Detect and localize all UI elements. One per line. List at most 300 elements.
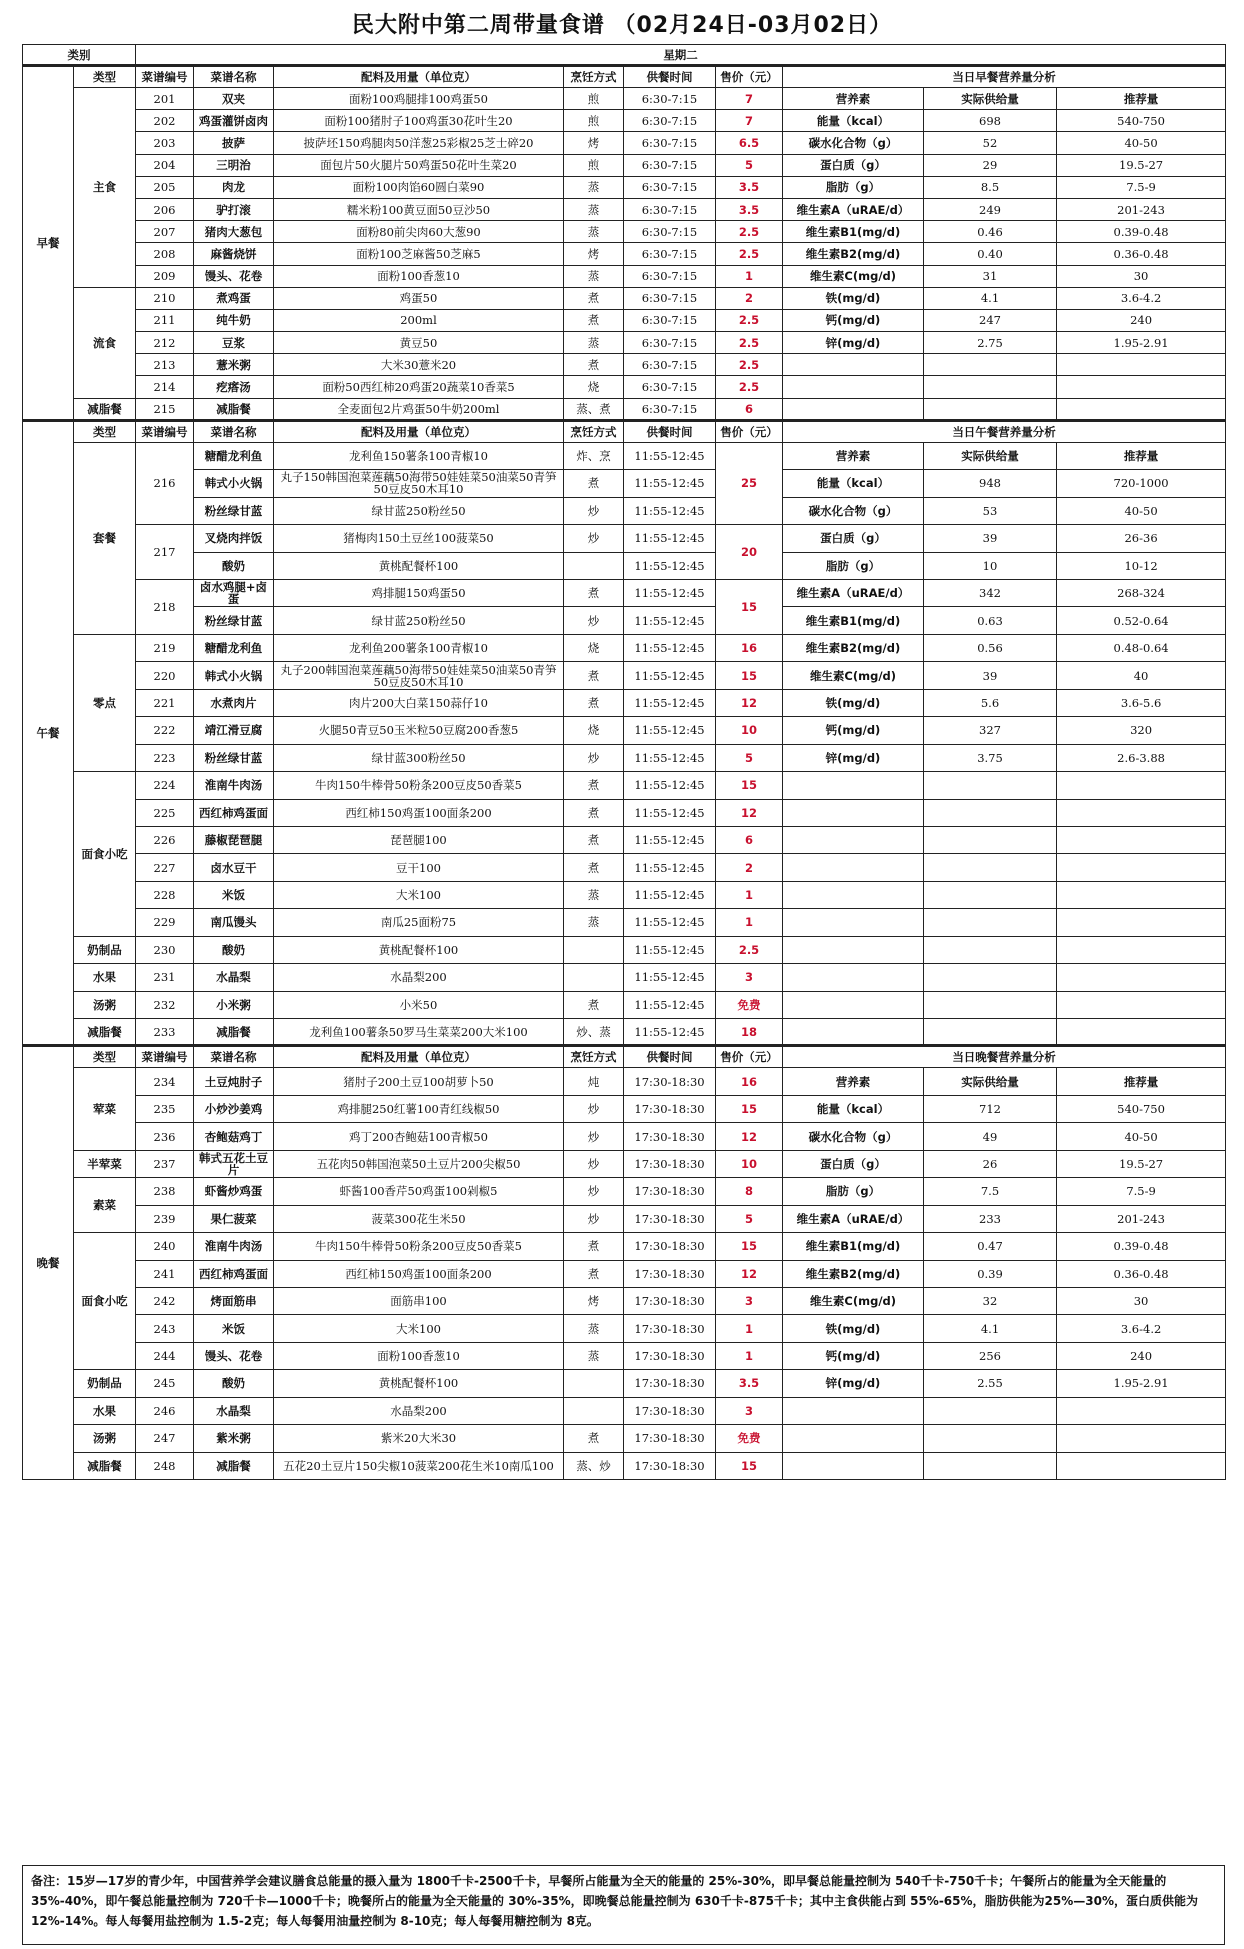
dish-code: 235 (136, 1095, 194, 1122)
dish-code: 201 (136, 88, 194, 110)
empty-cell (783, 772, 924, 799)
dish-code: 234 (136, 1068, 194, 1095)
cooking-method: 烤 (564, 132, 624, 154)
dish-ingredients: 紫米20大米30 (274, 1425, 564, 1452)
menu-item-row (23, 442, 1226, 469)
empty-cell (924, 936, 1057, 963)
analysis-title: 当日早餐营养量分析 (783, 66, 1226, 88)
cooking-method: 煎 (564, 88, 624, 110)
nutrient-name: 碳水化合物（g） (783, 132, 924, 154)
dish-price: 25 (716, 442, 783, 524)
dish-ingredients: 大米100 (274, 881, 564, 908)
dish-ingredients: 全麦面包2片鸡蛋50牛奶200ml (274, 398, 564, 420)
dish-name: 驴打滚 (194, 198, 274, 220)
nutrient-name: 维生素A（uRAE/d） (783, 1205, 924, 1232)
dish-name: 粉丝绿甘蓝 (194, 744, 274, 771)
nutrient-name: 碳水化合物（g） (783, 1123, 924, 1150)
cooking-method: 蒸 (564, 176, 624, 198)
group-type: 减脂餐 (74, 1452, 136, 1479)
method-header: 烹饪方式 (564, 1046, 624, 1068)
nutrient-actual: 0.39 (924, 1260, 1057, 1287)
cooking-method: 煮 (564, 309, 624, 331)
nutrient-recommended-header: 推荐量 (1057, 88, 1226, 110)
empty-cell (1057, 909, 1226, 936)
dish-ingredients: 西红柿150鸡蛋100面条200 (274, 799, 564, 826)
nutrient-name: 维生素B1(mg/d) (783, 607, 924, 634)
analysis-title: 当日晚餐营养量分析 (783, 1046, 1226, 1068)
menu-item-row (23, 1150, 1226, 1177)
cooking-method: 煮 (564, 1233, 624, 1260)
dish-code: 226 (136, 826, 194, 853)
type-header: 类型 (74, 420, 136, 442)
dish-name: 猪肉大葱包 (194, 221, 274, 243)
group-type: 水果 (74, 1397, 136, 1424)
dish-name: 馒头、花卷 (194, 265, 274, 287)
menu-item-row (23, 799, 1226, 826)
dish-code: 211 (136, 309, 194, 331)
menu-item-row (23, 936, 1226, 963)
empty-cell (1057, 799, 1226, 826)
dish-name: 南瓜馒头 (194, 909, 274, 936)
dish-name: 粉丝绿甘蓝 (194, 497, 274, 524)
nutrient-actual: 327 (924, 717, 1057, 744)
dish-name: 减脂餐 (194, 398, 274, 420)
nutrient-actual-header: 实际供给量 (924, 1068, 1057, 1095)
serving-time: 6:30-7:15 (624, 110, 716, 132)
menu-item-row (23, 881, 1226, 908)
dish-price: 15 (716, 1452, 783, 1479)
nutrient-actual: 4.1 (924, 287, 1057, 309)
serving-time: 17:30-18:30 (624, 1233, 716, 1260)
dish-code: 245 (136, 1370, 194, 1397)
nutrient-name: 蛋白质（g） (783, 1150, 924, 1177)
group-type: 面食小吃 (74, 772, 136, 937)
menu-item-row (23, 309, 1226, 331)
nutrient-recommended: 7.5-9 (1057, 1178, 1226, 1205)
cooking-method: 蒸 (564, 198, 624, 220)
menu-item-row (23, 497, 1226, 524)
dish-name: 韩式小火锅 (194, 470, 274, 497)
dish-name: 双夹 (194, 88, 274, 110)
time-header: 供餐时间 (624, 66, 716, 88)
dish-ingredients: 大米30薏米20 (274, 354, 564, 376)
group-type: 奶制品 (74, 1370, 136, 1397)
dish-price: 6 (716, 398, 783, 420)
nutrient-recommended: 40-50 (1057, 1123, 1226, 1150)
serving-time: 17:30-18:30 (624, 1287, 716, 1314)
menu-item-row (23, 176, 1226, 198)
nutrient-name: 锌(mg/d) (783, 744, 924, 771)
dish-price: 1 (716, 1342, 783, 1369)
dish-code: 207 (136, 221, 194, 243)
cooking-method: 煮 (564, 826, 624, 853)
dish-code: 218 (136, 580, 194, 635)
dish-code: 240 (136, 1233, 194, 1260)
menu-item-row (23, 1370, 1226, 1397)
dish-price: 2.5 (716, 354, 783, 376)
dish-name: 叉烧肉拌饭 (194, 525, 274, 552)
serving-time: 11:55-12:45 (624, 936, 716, 963)
menu-item-row (23, 909, 1226, 936)
dish-name: 虾酱炒鸡蛋 (194, 1178, 274, 1205)
dish-ingredients: 面粉100肉馅60圆白菜90 (274, 176, 564, 198)
empty-cell (783, 1425, 924, 1452)
dish-price: 16 (716, 1068, 783, 1095)
nutrient-actual: 39 (924, 525, 1057, 552)
nutrient-actual: 4.1 (924, 1315, 1057, 1342)
menu-item-row (23, 689, 1226, 716)
serving-time: 17:30-18:30 (624, 1260, 716, 1287)
serving-time: 6:30-7:15 (624, 332, 716, 354)
empty-cell (924, 1019, 1057, 1046)
nutrient-name: 蛋白质（g） (783, 525, 924, 552)
empty-cell (924, 799, 1057, 826)
meal-header-row (23, 420, 1226, 442)
nutrient-actual: 3.75 (924, 744, 1057, 771)
serving-time: 17:30-18:30 (624, 1068, 716, 1095)
nutrient-actual: 0.63 (924, 607, 1057, 634)
name-header: 菜谱名称 (194, 1046, 274, 1068)
serving-time: 11:55-12:45 (624, 772, 716, 799)
cooking-method: 蒸 (564, 332, 624, 354)
nutrient-actual: 0.40 (924, 243, 1057, 265)
menu-item-row (23, 1068, 1226, 1095)
serving-time: 6:30-7:15 (624, 176, 716, 198)
dish-code: 219 (136, 634, 194, 661)
menu-item-row (23, 525, 1226, 552)
nutrient-recommended: 0.52-0.64 (1057, 607, 1226, 634)
dish-name: 土豆炖肘子 (194, 1068, 274, 1095)
menu-item-row (23, 265, 1226, 287)
serving-time: 17:30-18:30 (624, 1370, 716, 1397)
nutrient-actual: 52 (924, 132, 1057, 154)
dish-price: 3 (716, 1397, 783, 1424)
dish-price: 2 (716, 854, 783, 881)
dish-ingredients: 面包片50火腿片50鸡蛋50花叶生菜20 (274, 154, 564, 176)
dish-code: 208 (136, 243, 194, 265)
empty-cell (783, 936, 924, 963)
menu-item-row (23, 580, 1226, 607)
dish-code: 230 (136, 936, 194, 963)
nutrient-actual: 712 (924, 1095, 1057, 1122)
dish-name: 藤椒琵琶腿 (194, 826, 274, 853)
cooking-method: 炒 (564, 497, 624, 524)
dish-ingredients: 肉片200大白菜150蒜仔10 (274, 689, 564, 716)
nutrient-name: 锌(mg/d) (783, 1370, 924, 1397)
serving-time: 17:30-18:30 (624, 1452, 716, 1479)
cooking-method: 煮 (564, 287, 624, 309)
dish-code: 220 (136, 662, 194, 689)
top-header-row (23, 45, 1226, 66)
menu-item-row (23, 154, 1226, 176)
nutrient-actual: 247 (924, 309, 1057, 331)
dish-name: 粉丝绿甘蓝 (194, 607, 274, 634)
serving-time: 11:55-12:45 (624, 964, 716, 991)
dish-name: 米饭 (194, 881, 274, 908)
cooking-method: 炒 (564, 1150, 624, 1177)
cooking-method: 煎 (564, 154, 624, 176)
dish-code: 204 (136, 154, 194, 176)
footnote: 备注：15岁—17岁的青少年，中国营养学会建议膳食总能量的摄入量为 1800千卡-2500千卡，早餐所占能量为全天的能量的 25%-30%，即早餐总能量控制为 540千卡-750千卡；午餐所占的能量为全天能量的35%-40%，即午餐总能量控制为 720千卡—1000千卡；晚餐所占的能量为全天能量的 30%-35%，即晚餐总能量控制为 630千卡-875千卡；其中主食供能占到 55%-65%，脂肪供能为25%—30%，蛋白质供能为12%-14%。每人每餐用盐控制为 1.5-2克；每人每餐用油量控制为 8-10克；每人每餐用糖控制为 8克。 (22, 1865, 1225, 1945)
serving-time: 6:30-7:15 (624, 265, 716, 287)
serving-time: 6:30-7:15 (624, 88, 716, 110)
serving-time: 6:30-7:15 (624, 354, 716, 376)
dish-price: 12 (716, 1123, 783, 1150)
nutrient-name: 维生素C(mg/d) (783, 662, 924, 689)
menu-item-row (23, 607, 1226, 634)
dish-price: 12 (716, 799, 783, 826)
nutrient-recommended: 0.36-0.48 (1057, 243, 1226, 265)
menu-item-row (23, 243, 1226, 265)
dish-code: 202 (136, 110, 194, 132)
nutrient-recommended: 19.5-27 (1057, 1150, 1226, 1177)
menu-item-row (23, 552, 1226, 579)
menu-item-row (23, 332, 1226, 354)
dish-code: 225 (136, 799, 194, 826)
empty-cell (924, 398, 1057, 420)
serving-time: 11:55-12:45 (624, 552, 716, 579)
dish-price: 7 (716, 88, 783, 110)
dish-ingredients: 面筋串100 (274, 1287, 564, 1314)
menu-item-row (23, 854, 1226, 881)
nutrient-name: 维生素B1(mg/d) (783, 221, 924, 243)
dish-ingredients: 水晶梨200 (274, 964, 564, 991)
page-title: 民大附中第二周带量食谱 （02月24日-03月02日） (351, 13, 893, 38)
dish-ingredients: 大米100 (274, 1315, 564, 1342)
nutrient-recommended: 3.6-5.6 (1057, 689, 1226, 716)
nutrient-recommended: 26-36 (1057, 525, 1226, 552)
nutrient-recommended: 19.5-27 (1057, 154, 1226, 176)
dish-name: 烤面筋串 (194, 1287, 274, 1314)
empty-cell (924, 964, 1057, 991)
dish-code: 224 (136, 772, 194, 799)
nutrient-name: 铁(mg/d) (783, 1315, 924, 1342)
nutrient-recommended: 30 (1057, 265, 1226, 287)
nutrient-name: 维生素C(mg/d) (783, 1287, 924, 1314)
dish-price: 12 (716, 689, 783, 716)
empty-cell (783, 1019, 924, 1046)
serving-time: 11:55-12:45 (624, 525, 716, 552)
cooking-method: 蒸 (564, 1342, 624, 1369)
nutrient-actual: 32 (924, 1287, 1057, 1314)
dish-ingredients: 黄桃配餐杯100 (274, 936, 564, 963)
serving-time: 11:55-12:45 (624, 470, 716, 497)
group-type: 减脂餐 (74, 1019, 136, 1046)
nutrient-actual-header: 实际供给量 (924, 88, 1057, 110)
dish-ingredients: 龙利鱼150薯条100青椒10 (274, 442, 564, 469)
dish-ingredients: 披萨坯150鸡腿肉50洋葱25彩椒25芝士碎20 (274, 132, 564, 154)
empty-cell (783, 854, 924, 881)
serving-time: 11:55-12:45 (624, 580, 716, 607)
empty-cell (924, 909, 1057, 936)
dish-code: 248 (136, 1452, 194, 1479)
group-type: 半荤菜 (74, 1150, 136, 1177)
serving-time: 17:30-18:30 (624, 1150, 716, 1177)
dish-price: 15 (716, 1233, 783, 1260)
dish-ingredients: 丸子150韩国泡菜莲藕50海带50娃娃菜50油菜50青笋50豆皮50木耳10 (274, 470, 564, 497)
dish-code: 243 (136, 1315, 194, 1342)
menu-item-row (23, 1260, 1226, 1287)
dish-price: 6.5 (716, 132, 783, 154)
cooking-method: 蒸、煮 (564, 398, 624, 420)
dish-name: 三明治 (194, 154, 274, 176)
name-header: 菜谱名称 (194, 420, 274, 442)
cooking-method: 煮 (564, 799, 624, 826)
nutrient-recommended: 240 (1057, 1342, 1226, 1369)
nutrient-recommended: 268-324 (1057, 580, 1226, 607)
cooking-method: 炒 (564, 1178, 624, 1205)
time-header: 供餐时间 (624, 1046, 716, 1068)
serving-time: 11:55-12:45 (624, 662, 716, 689)
name-header: 菜谱名称 (194, 66, 274, 88)
dish-code: 247 (136, 1425, 194, 1452)
dish-code: 239 (136, 1205, 194, 1232)
nutrient-recommended: 1.95-2.91 (1057, 1370, 1226, 1397)
dish-name: 卤水豆干 (194, 854, 274, 881)
dish-price: 1 (716, 909, 783, 936)
dish-ingredients: 牛肉150牛棒骨50粉条200豆皮50香菜5 (274, 1233, 564, 1260)
group-type: 面食小吃 (74, 1233, 136, 1370)
dish-price: 2 (716, 287, 783, 309)
menu-item-row (23, 1342, 1226, 1369)
dish-name: 水煮肉片 (194, 689, 274, 716)
nutrient-actual: 233 (924, 1205, 1057, 1232)
dish-price: 1 (716, 1315, 783, 1342)
dish-name: 淮南牛肉汤 (194, 772, 274, 799)
nutrient-name: 铁(mg/d) (783, 287, 924, 309)
dish-name: 韩式小火锅 (194, 662, 274, 689)
nutrient-recommended: 540-750 (1057, 1095, 1226, 1122)
dish-ingredients: 鸡排腿250红薯100青红线椒50 (274, 1095, 564, 1122)
empty-cell (1057, 826, 1226, 853)
nutrient-name: 能量（kcal） (783, 1095, 924, 1122)
menu-item-row (23, 287, 1226, 309)
group-type: 奶制品 (74, 936, 136, 963)
empty-cell (924, 1397, 1057, 1424)
group-type: 主食 (74, 88, 136, 288)
dish-name: 糖醋龙利鱼 (194, 634, 274, 661)
serving-time: 11:55-12:45 (624, 634, 716, 661)
dish-code: 244 (136, 1342, 194, 1369)
nutrient-actual: 39 (924, 662, 1057, 689)
nutrient-name: 铁(mg/d) (783, 689, 924, 716)
dish-ingredients: 五花肉50韩国泡菜50土豆片200尖椒50 (274, 1150, 564, 1177)
dish-price: 5 (716, 744, 783, 771)
dish-price: 1 (716, 881, 783, 908)
serving-time: 17:30-18:30 (624, 1342, 716, 1369)
dish-code: 203 (136, 132, 194, 154)
cooking-method: 煮 (564, 470, 624, 497)
menu-item-row (23, 662, 1226, 689)
dish-price: 3.5 (716, 1370, 783, 1397)
cooking-method: 煮 (564, 662, 624, 689)
nutrient-recommended: 720-1000 (1057, 470, 1226, 497)
ingredients-header: 配料及用量（单位克） (274, 420, 564, 442)
dish-code: 231 (136, 964, 194, 991)
dish-code: 228 (136, 881, 194, 908)
dish-code: 221 (136, 689, 194, 716)
nutrient-recommended: 40-50 (1057, 497, 1226, 524)
dish-price: 10 (716, 717, 783, 744)
empty-cell (1057, 376, 1226, 398)
dish-name: 疙瘩汤 (194, 376, 274, 398)
dish-ingredients: 面粉100香葱10 (274, 265, 564, 287)
dish-ingredients: 面粉80前尖肉60大葱90 (274, 221, 564, 243)
menu-item-row (23, 1123, 1226, 1150)
empty-cell (783, 826, 924, 853)
nutrient-name: 脂肪（g） (783, 1178, 924, 1205)
dish-price: 3.5 (716, 198, 783, 220)
menu-item-row (23, 1095, 1226, 1122)
nutrient-name: 钙(mg/d) (783, 309, 924, 331)
empty-cell (924, 354, 1057, 376)
dish-name: 薏米粥 (194, 354, 274, 376)
menu-item-row (23, 964, 1226, 991)
method-header: 烹饪方式 (564, 66, 624, 88)
group-type: 流食 (74, 287, 136, 398)
menu-item-row (23, 1205, 1226, 1232)
dish-ingredients: 琵琶腿100 (274, 826, 564, 853)
nutrient-actual: 342 (924, 580, 1057, 607)
empty-cell (924, 991, 1057, 1018)
menu-item-row (23, 1315, 1226, 1342)
serving-time: 11:55-12:45 (624, 854, 716, 881)
dish-name: 水晶梨 (194, 1397, 274, 1424)
dish-code: 236 (136, 1123, 194, 1150)
dish-ingredients: 绿甘蓝250粉丝50 (274, 607, 564, 634)
dish-price: 2.5 (716, 376, 783, 398)
empty-cell (1057, 354, 1226, 376)
empty-cell (924, 881, 1057, 908)
cooking-method (564, 1397, 624, 1424)
dish-ingredients: 龙利鱼200薯条100青椒10 (274, 634, 564, 661)
empty-cell (1057, 854, 1226, 881)
menu-item-row (23, 1233, 1226, 1260)
nutrient-actual: 31 (924, 265, 1057, 287)
empty-cell (1057, 1425, 1226, 1452)
dish-code: 205 (136, 176, 194, 198)
empty-cell (783, 991, 924, 1018)
cooking-method: 烧 (564, 717, 624, 744)
price-header: 售价（元） (716, 66, 783, 88)
group-type: 减脂餐 (74, 398, 136, 420)
dish-ingredients: 鸡丁200杏鲍菇100青椒50 (274, 1123, 564, 1150)
nutrient-name: 脂肪（g） (783, 552, 924, 579)
dish-ingredients: 黄桃配餐杯100 (274, 552, 564, 579)
serving-time: 17:30-18:30 (624, 1425, 716, 1452)
nutrient-name: 维生素C(mg/d) (783, 265, 924, 287)
nutrient-actual: 249 (924, 198, 1057, 220)
dish-price: 2.5 (716, 243, 783, 265)
dish-ingredients: 面粉50西红柿20鸡蛋20蔬菜10香菜5 (274, 376, 564, 398)
menu-item-row (23, 744, 1226, 771)
dish-ingredients: 绿甘蓝250粉丝50 (274, 497, 564, 524)
serving-time: 17:30-18:30 (624, 1178, 716, 1205)
dish-ingredients: 黄豆50 (274, 332, 564, 354)
dish-ingredients: 火腿50青豆50玉米粒50豆腐200香葱5 (274, 717, 564, 744)
dish-ingredients: 水晶梨200 (274, 1397, 564, 1424)
nutrient-name-header: 营养素 (783, 88, 924, 110)
dish-name: 鸡蛋灌饼卤肉 (194, 110, 274, 132)
empty-cell (1057, 991, 1226, 1018)
dish-name: 果仁菠菜 (194, 1205, 274, 1232)
nutrient-recommended: 320 (1057, 717, 1226, 744)
nutrient-actual: 2.55 (924, 1370, 1057, 1397)
type-header: 类型 (74, 1046, 136, 1068)
analysis-title: 当日午餐营养量分析 (783, 420, 1226, 442)
dish-name: 靖江滑豆腐 (194, 717, 274, 744)
dish-price: 3.5 (716, 176, 783, 198)
